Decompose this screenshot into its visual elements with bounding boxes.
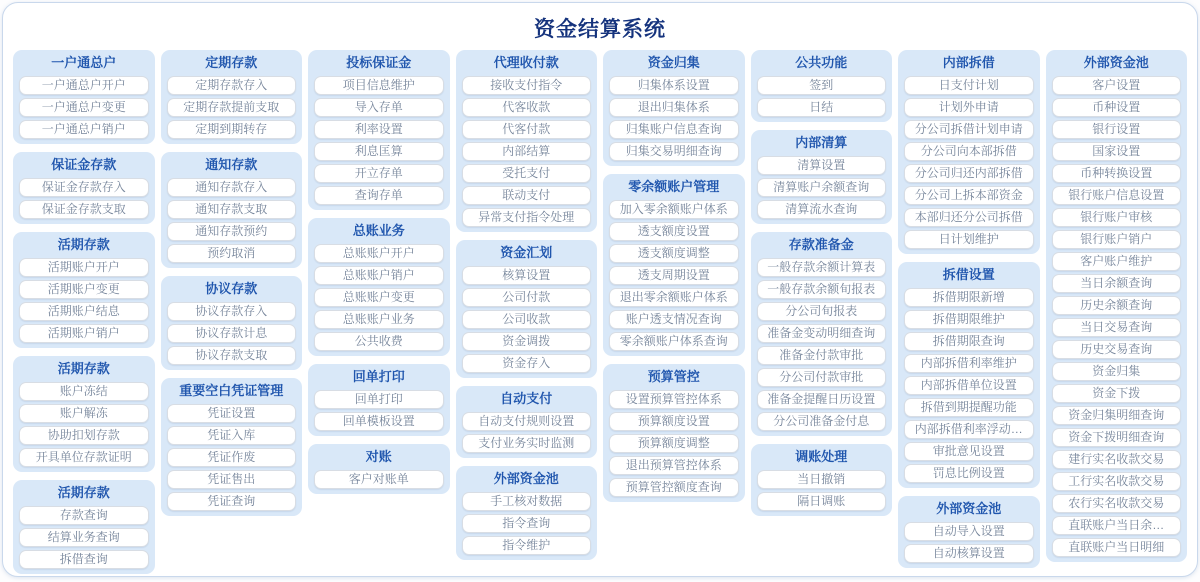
- menu-item-button[interactable]: 活期账户结息: [19, 302, 149, 321]
- menu-column-5: [603, 50, 745, 502]
- menu-item-button[interactable]: 预算管控额度查询: [609, 478, 739, 497]
- menu-item-button[interactable]: 接收支付指令: [462, 76, 592, 95]
- group-header: 代理收付款: [493, 55, 559, 70]
- group-panel: [456, 466, 598, 560]
- group-header: 拆借设置: [942, 267, 995, 282]
- group-header: 对账: [365, 449, 392, 464]
- menu-item-button[interactable]: 退出预算管控体系: [609, 456, 739, 475]
- group-panel: [751, 50, 893, 122]
- group-header: 投标保证金: [346, 55, 412, 70]
- group-header: 外部资金池: [1083, 55, 1149, 70]
- menu-item-button[interactable]: 分公司上拆本部资金: [904, 186, 1034, 205]
- group-panel: [308, 50, 450, 210]
- menu-item-button[interactable]: 计划外申请: [904, 98, 1034, 117]
- menu-item-button[interactable]: 一般存款余额计算表: [757, 258, 887, 277]
- menu-item-button[interactable]: 自动支付规则设置: [462, 412, 592, 431]
- group-panel: [308, 364, 450, 436]
- menu-item-button[interactable]: 准备金变动明细查询: [757, 324, 887, 343]
- menu-item-button[interactable]: 准备金提醒日历设置: [757, 390, 887, 409]
- group-header: 内部拆借: [942, 55, 995, 70]
- menu-item-button[interactable]: 代客收款: [462, 98, 592, 117]
- menu-item-button[interactable]: 清算设置: [757, 156, 887, 175]
- menu-item-button[interactable]: 自动导入设置: [904, 522, 1034, 541]
- menu-item-button[interactable]: 拆借期限维护: [904, 310, 1034, 329]
- menu-item-button[interactable]: 日结: [757, 98, 887, 117]
- menu-item-button[interactable]: 直联账户当日明细: [1052, 538, 1182, 557]
- menu-column-4: [456, 50, 598, 560]
- page-title: 资金结算系统: [534, 18, 666, 41]
- menu-item-button[interactable]: 历史余额查询: [1052, 296, 1182, 315]
- group-header: 存款准备金: [788, 237, 854, 252]
- menu-item-button[interactable]: 分公司向本部拆借: [904, 142, 1034, 161]
- menu-item-button[interactable]: 签到: [757, 76, 887, 95]
- menu-item-button[interactable]: 预约取消: [167, 244, 297, 263]
- menu-item-button[interactable]: 一户通总户开户: [19, 76, 149, 95]
- menu-item-button[interactable]: 账户冻结: [19, 382, 149, 401]
- group-header: 一户通总户: [51, 55, 117, 70]
- menu-item-button[interactable]: 公司付款: [462, 288, 592, 307]
- menu-column-6: [751, 50, 893, 516]
- group-header: 活期存款: [57, 485, 110, 500]
- menu-item-button[interactable]: 透支额度调整: [609, 244, 739, 263]
- group-panel: [603, 364, 745, 502]
- menu-item-button[interactable]: 一户通总户销户: [19, 120, 149, 139]
- menu-item-button[interactable]: 透支周期设置: [609, 266, 739, 285]
- menu-item-button[interactable]: 定期到期转存: [167, 120, 297, 139]
- menu-item-button[interactable]: 隔日调账: [757, 492, 887, 511]
- menu-item-button[interactable]: 资金存入: [462, 354, 592, 373]
- menu-item-button[interactable]: 准备金付款审批: [757, 346, 887, 365]
- menu-item-button[interactable]: 日计划维护: [904, 230, 1034, 249]
- menu-item-button[interactable]: 分公司归还内部拆借: [904, 164, 1034, 183]
- group-panel: [898, 496, 1040, 568]
- menu-item-button[interactable]: 农行实名收款交易: [1052, 494, 1182, 513]
- menu-item-button[interactable]: 定期存款存入: [167, 76, 297, 95]
- menu-item-button[interactable]: 自动核算设置: [904, 544, 1034, 563]
- menu-item-button[interactable]: 协助扣划存款: [19, 426, 149, 445]
- menu-item-button[interactable]: 活期账户开户: [19, 258, 149, 277]
- group-header: 总账业务: [352, 223, 405, 238]
- menu-item-button[interactable]: 指令查询: [462, 514, 592, 533]
- group-panel: [1046, 50, 1188, 562]
- group-panel: [13, 232, 155, 348]
- menu-item-button[interactable]: 通知存款支取: [167, 200, 297, 219]
- group-panel: [456, 240, 598, 378]
- group-header: 回单打印: [352, 369, 405, 384]
- menu-item-button[interactable]: 本部归还分公司拆借: [904, 208, 1034, 227]
- menu-item-button[interactable]: 预算额度设置: [609, 412, 739, 431]
- menu-item-button[interactable]: 当日撤销: [757, 470, 887, 489]
- menu-item-button[interactable]: 一般存款余额旬报表: [757, 280, 887, 299]
- menu-item-button[interactable]: 支付业务实时监测: [462, 434, 592, 453]
- menu-item-button[interactable]: 代客付款: [462, 120, 592, 139]
- menu-item-button[interactable]: 归集交易明细查询: [609, 142, 739, 161]
- menu-item-button[interactable]: 归集账户信息查询: [609, 120, 739, 139]
- menu-item-button[interactable]: 利率设置: [314, 120, 444, 139]
- menu-item-button[interactable]: 清算账户余额查询: [757, 178, 887, 197]
- menu-item-button[interactable]: 公司收款: [462, 310, 592, 329]
- menu-item-button[interactable]: 协议存款支取: [167, 346, 297, 365]
- group-header: 调账处理: [795, 449, 848, 464]
- menu-item-button[interactable]: 审批意见设置: [904, 442, 1034, 461]
- menu-item-button[interactable]: 账户解冻: [19, 404, 149, 423]
- menu-item-button[interactable]: 当日交易查询: [1052, 318, 1182, 337]
- menu-item-button[interactable]: 国家设置: [1052, 142, 1182, 161]
- menu-item-button[interactable]: 受托支付: [462, 164, 592, 183]
- menu-item-button[interactable]: 协议存款存入: [167, 302, 297, 321]
- menu-item-button[interactable]: 存款查询: [19, 506, 149, 525]
- menu-item-button[interactable]: 核算设置: [462, 266, 592, 285]
- group-panel: [603, 50, 745, 166]
- group-panel: [13, 356, 155, 472]
- group-header: 公共功能: [795, 55, 848, 70]
- menu-item-button[interactable]: 联动支付: [462, 186, 592, 205]
- menu-item-button[interactable]: 预算额度调整: [609, 434, 739, 453]
- app-panel: [2, 2, 1198, 577]
- group-panel: [603, 174, 745, 356]
- menu-item-button[interactable]: 资金下拨: [1052, 384, 1182, 403]
- group-panel: [13, 50, 155, 144]
- menu-item-button[interactable]: 设置预算管控体系: [609, 390, 739, 409]
- menu-item-button[interactable]: 凭证入库: [167, 426, 297, 445]
- group-panel: [456, 386, 598, 458]
- menu-item-button[interactable]: 拆借查询: [19, 550, 149, 569]
- menu-item-button[interactable]: 总账账户变更: [314, 288, 444, 307]
- group-header: 协议存款: [205, 281, 258, 296]
- menu-item-button[interactable]: 凭证售出: [167, 470, 297, 489]
- menu-item-button[interactable]: 资金下拨明细查询: [1052, 428, 1182, 447]
- group-header: 零余额账户管理: [628, 179, 720, 194]
- group-header: 活期存款: [57, 361, 110, 376]
- menu-item-button[interactable]: 客户设置: [1052, 76, 1182, 95]
- menu-item-button[interactable]: 回单打印: [314, 390, 444, 409]
- menu-item-button[interactable]: 客户对账单: [314, 470, 444, 489]
- group-header: 定期存款: [205, 55, 258, 70]
- group-header: 外部资金池: [493, 471, 559, 486]
- menu-item-button[interactable]: 内部拆借单位设置: [904, 376, 1034, 395]
- menu-item-button[interactable]: 协议存款计息: [167, 324, 297, 343]
- menu-item-button[interactable]: 分公司付款审批: [757, 368, 887, 387]
- menu-item-button[interactable]: 指令维护: [462, 536, 592, 555]
- menu-item-button[interactable]: 客户账户维护: [1052, 252, 1182, 271]
- group-panel: [456, 50, 598, 232]
- menu-item-button[interactable]: 保证金存款支取: [19, 200, 149, 219]
- menu-item-button[interactable]: 透支额度设置: [609, 222, 739, 241]
- menu-item-button[interactable]: 清算流水查询: [757, 200, 887, 219]
- group-header: 资金汇划: [500, 245, 553, 260]
- group-panel: [308, 218, 450, 356]
- group-panel: [161, 378, 303, 516]
- menu-item-button[interactable]: 活期账户变更: [19, 280, 149, 299]
- menu-item-button[interactable]: 拆借期限查询: [904, 332, 1034, 351]
- menu-item-button[interactable]: 分公司旬报表: [757, 302, 887, 321]
- group-header: 自动支付: [500, 391, 553, 406]
- group-header: 资金归集: [647, 55, 700, 70]
- menu-column-3: [308, 50, 450, 494]
- menu-item-button[interactable]: 开立存单: [314, 164, 444, 183]
- group-panel: [161, 50, 303, 144]
- group-panel: [308, 444, 450, 494]
- menu-item-button[interactable]: 结算业务查询: [19, 528, 149, 547]
- menu-item-button[interactable]: 工行实名收款交易: [1052, 472, 1182, 491]
- group-header: 保证金存款: [51, 157, 117, 172]
- menu-item-button[interactable]: 内部结算: [462, 142, 592, 161]
- menu-item-button[interactable]: 导入存单: [314, 98, 444, 117]
- menu-item-button[interactable]: 内部拆借利率维护: [904, 354, 1034, 373]
- menu-item-button[interactable]: 分公司拆借计划申请: [904, 120, 1034, 139]
- menu-item-button[interactable]: 银行设置: [1052, 120, 1182, 139]
- group-panel: [898, 50, 1040, 254]
- menu-item-button[interactable]: 公共收费: [314, 332, 444, 351]
- group-panel: [751, 232, 893, 436]
- group-header: 重要空白凭证管理: [179, 383, 284, 398]
- group-header: 外部资金池: [936, 501, 1002, 516]
- menu-item-button[interactable]: 拆借到期提醒功能: [904, 398, 1034, 417]
- group-panel: [751, 130, 893, 224]
- menu-item-button[interactable]: 银行账户销户: [1052, 230, 1182, 249]
- menu-item-button[interactable]: 项目信息维护: [314, 76, 444, 95]
- menu-item-button[interactable]: 凭证作废: [167, 448, 297, 467]
- menu-item-button[interactable]: 一户通总户变更: [19, 98, 149, 117]
- menu-item-button[interactable]: 银行账户信息设置: [1052, 186, 1182, 205]
- group-header: 活期存款: [57, 237, 110, 252]
- menu-item-button[interactable]: 分公司准备金付息: [757, 412, 887, 431]
- menu-item-button[interactable]: 回单模板设置: [314, 412, 444, 431]
- group-panel: [13, 480, 155, 574]
- menu-item-button[interactable]: 通知存款预约: [167, 222, 297, 241]
- menu-item-button[interactable]: 异常支付指令处理: [462, 208, 592, 227]
- menu-item-button[interactable]: 利息匡算: [314, 142, 444, 161]
- menu-item-button[interactable]: 退出零余额账户体系: [609, 288, 739, 307]
- menu-item-button[interactable]: 保证金存款存入: [19, 178, 149, 197]
- group-panel: [898, 262, 1040, 488]
- menu-item-button[interactable]: 币种设置: [1052, 98, 1182, 117]
- menu-item-button[interactable]: 建行实名收款交易: [1052, 450, 1182, 469]
- menu-column-2: [161, 50, 303, 516]
- menu-item-button[interactable]: 币种转换设置: [1052, 164, 1182, 183]
- menu-item-button[interactable]: 资金归集明细查询: [1052, 406, 1182, 425]
- menu-item-button[interactable]: 内部拆借利率浮动…: [904, 420, 1034, 439]
- group-header: 通知存款: [205, 157, 258, 172]
- menu-item-button[interactable]: 直联账户当日余…: [1052, 516, 1182, 535]
- menu-item-button[interactable]: 总账账户开户: [314, 244, 444, 263]
- menu-item-button[interactable]: 当日余额查询: [1052, 274, 1182, 293]
- menu-item-button[interactable]: 历史交易查询: [1052, 340, 1182, 359]
- menu-item-button[interactable]: 归集体系设置: [609, 76, 739, 95]
- menu-item-button[interactable]: 退出归集体系: [609, 98, 739, 117]
- menu-item-button[interactable]: 查询存单: [314, 186, 444, 205]
- menu-item-button[interactable]: 手工核对数据: [462, 492, 592, 511]
- menu-item-button[interactable]: 加入零余额账户体系: [609, 200, 739, 219]
- group-panel: [13, 152, 155, 224]
- menu-item-button[interactable]: 凭证设置: [167, 404, 297, 423]
- menu-item-button[interactable]: 罚息比例设置: [904, 464, 1034, 483]
- menu-item-button[interactable]: 资金调拨: [462, 332, 592, 351]
- menu-item-button[interactable]: 零余额账户体系查询: [609, 332, 739, 351]
- menu-column-7: [898, 50, 1040, 568]
- menu-item-button[interactable]: 总账账户销户: [314, 266, 444, 285]
- menu-item-button[interactable]: 通知存款存入: [167, 178, 297, 197]
- menu-item-button[interactable]: 账户透支情况查询: [609, 310, 739, 329]
- menu-column-1: [13, 50, 155, 574]
- menu-item-button[interactable]: 拆借期限新增: [904, 288, 1034, 307]
- menu-item-button[interactable]: 开具单位存款证明: [19, 448, 149, 467]
- menu-item-button[interactable]: 凭证查询: [167, 492, 297, 511]
- menu-item-button[interactable]: 资金归集: [1052, 362, 1182, 381]
- group-header: 内部清算: [795, 135, 848, 150]
- menu-item-button[interactable]: 日支付计划: [904, 76, 1034, 95]
- menu-item-button[interactable]: 总账账户业务: [314, 310, 444, 329]
- menu-item-button[interactable]: 活期账户销户: [19, 324, 149, 343]
- menu-item-button[interactable]: 定期存款提前支取: [167, 98, 297, 117]
- menu-item-button[interactable]: 银行账户审核: [1052, 208, 1182, 227]
- menu-column-8: [1046, 50, 1188, 562]
- group-panel: [751, 444, 893, 516]
- menu-grid: [3, 47, 1197, 582]
- group-panel: [161, 152, 303, 268]
- group-header: 预算管控: [647, 369, 700, 384]
- group-panel: [161, 276, 303, 370]
